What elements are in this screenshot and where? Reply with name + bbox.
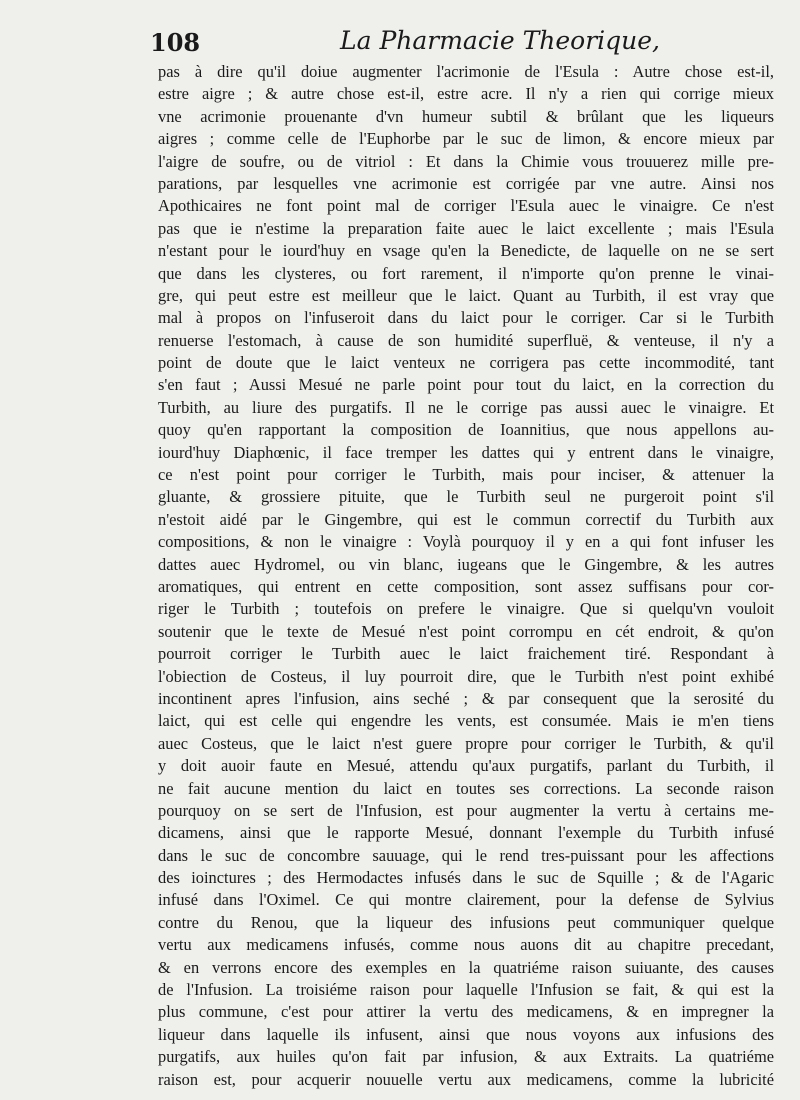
text-line: auec Costeus, que le laict n'est guere propre pour corriger le Turbith, & qu'il [158, 733, 774, 753]
text-line: compositions, & non le vinaigre : Voylà pourquoy il y en a qui font infuser les [158, 532, 774, 552]
text-line: soutenir que le texte de Mesué n'est point corrompu en cét endroit, & qu'on [158, 621, 774, 641]
text-line: ce n'est point pour corriger le Turbith, mais pour inciser, & attenuer la [158, 465, 774, 485]
text-line: purgatifs, aux huiles qu'on fait par infusion, & aux Extraits. La quatriéme [158, 1047, 774, 1067]
text-line: pourquoy on se sert de l'Infusion, est pour augmenter la vertu à certains me- [158, 800, 774, 820]
text-line: laict, qui est celle qui engendre les vents, est consumée. Mais ie m'en tiens [158, 711, 774, 731]
text-line: contre du Renou, que la liqueur des infusions peut communiquer quelque [158, 912, 774, 932]
text-line: que dans les clysteres, ou fort rarement, il n'importe qu'on prenne le vinai- [158, 263, 774, 283]
text-line: l'aigre de soufre, ou de vitriol : Et dans la Chimie vous trouuerez mille pre- [158, 151, 774, 171]
text-line: pas à dire qu'il doiue augmenter l'acrimonie de l'Esula : Autre chose est-il, [158, 62, 774, 81]
text-line: gre, qui peut estre est meilleur que le laict. Quant au Turbith, il est vray que [158, 285, 774, 305]
text-line: infusé dans l'Oximel. Ce qui montre clairement, pour la defense de Sylvius [158, 890, 774, 910]
text-line: n'estoit aidé par le Gingembre, qui est le commun correctif du Turbith aux [158, 509, 774, 529]
text-line: pas que ie n'estime la preparation faite auec le laict excellente ; mais l'Esula [158, 218, 774, 238]
text-line: vertu aux medicamens infusés, comme nous auons dit au chapitre precedant, [158, 935, 774, 955]
text-line: incontinent apres l'infusion, ains seché ; & par consequent que la serosité du [158, 688, 774, 708]
text-line: aigres ; comme celle de l'Euphorbe par le suc de limon, & encore mieux par [158, 129, 774, 149]
text-line: y doit auoir faute en Mesué, attendu qu'aux purgatifs, parlant du Turbith, il [158, 756, 774, 776]
text-line: s'en faut ; Aussi Mesué ne parle point pour tout du laict, en la correction du [158, 375, 774, 395]
page-number: 108 [150, 28, 201, 57]
text-line: dattes auec Hydromel, ou vin blanc, iugeans que le Gingembre, & les autres [158, 554, 774, 574]
text-line: point de doute que le laict venteux ne corrigera pas cette incommodité, tant [158, 353, 774, 373]
text-line: liqueur dans laquelle ils infusent, ainsi que nous voyons aux infusions des [158, 1024, 774, 1044]
text-line: iourd'huy Diaphœnic, il face tremper les dattes qui y entrent dans le vinaigre, [158, 442, 774, 462]
text-line: Turbith, au liure des purgatifs. Il ne le corrige pas aussi auec le vinaigre. Et [158, 397, 774, 417]
text-line: n'estant pour le iourd'huy en vsage qu'en la Benedicte, de laquelle on ne se sert [158, 241, 774, 261]
running-title: La Pharmacie Theorique, [340, 26, 660, 55]
text-line: gluante, & grossiere pituite, que le Turbith seul ne purgeroit point s'il [158, 487, 774, 507]
text-line: l'obiection de Costeus, il luy pourroit dire, que le Turbith n'est point exhibé [158, 666, 774, 686]
text-line: mal à propos on l'infuseroit dans du laict pour le corriger. Car si le Turbith [158, 308, 774, 328]
text-line: plus commune, c'est pour attirer la vertu des medicamens, & en impregner la [158, 1002, 774, 1022]
text-line: aromatiques, qui entrent en cette composition, sont assez suffisans pour cor- [158, 576, 774, 596]
text-line: & en verrons encore des exemples en la quatriéme raison suiuante, des causes [158, 957, 774, 977]
text-line: ne fait aucune mention du laict en toutes ses corrections. La seconde raison [158, 778, 774, 798]
text-line: estre aigre ; & autre chose est-il, estre acre. Il n'y a rien qui corrige mieux [158, 84, 774, 104]
text-line: parations, par lesquelles vne acrimonie est corrigée par vne autre. Ainsi nos [158, 173, 774, 193]
text-line: raison est, pour acquerir nouuelle vertu aux medicamens, comme la lubricité [158, 1069, 774, 1089]
page-header [150, 20, 660, 60]
text-line: vne acrimonie prouenante d'vn humeur subtil & brûlant que les liqueurs [158, 106, 774, 126]
text-line: Apothicaires ne font point mal de corriger l'Esula auec le vinaigre. Ce n'est [158, 196, 774, 216]
text-line: quoy qu'en rapportant la composition de Ioannitius, que nous appellons au- [158, 420, 774, 440]
text-line: dans le suc de concombre sauuage, qui le rend tres-puissant pour les affections [158, 845, 774, 865]
text-line: de l'Infusion. La troisiéme raison pour laquelle l'Infusion se fait, & qui est la [158, 980, 774, 1000]
text-line: riger le Turbith ; toutefois on prefere le vinaigre. Que si quelqu'vn vouloit [158, 599, 774, 619]
text-line: pourroit corriger le Turbith auec le laict fraichement tiré. Respondant à [158, 644, 774, 664]
text-line: renuerse l'estomach, à cause de son humidité superfluë, & venteuse, il n'y a [158, 330, 774, 350]
text-line: des ioinctures ; des Hermodactes infusés dans le suc de Squille ; & de l'Agaric [158, 868, 774, 888]
text-line: dicamens, ainsi que le rapporte Mesué, donnant l'exemple du Turbith infusé [158, 823, 774, 843]
body-text [158, 61, 774, 1091]
